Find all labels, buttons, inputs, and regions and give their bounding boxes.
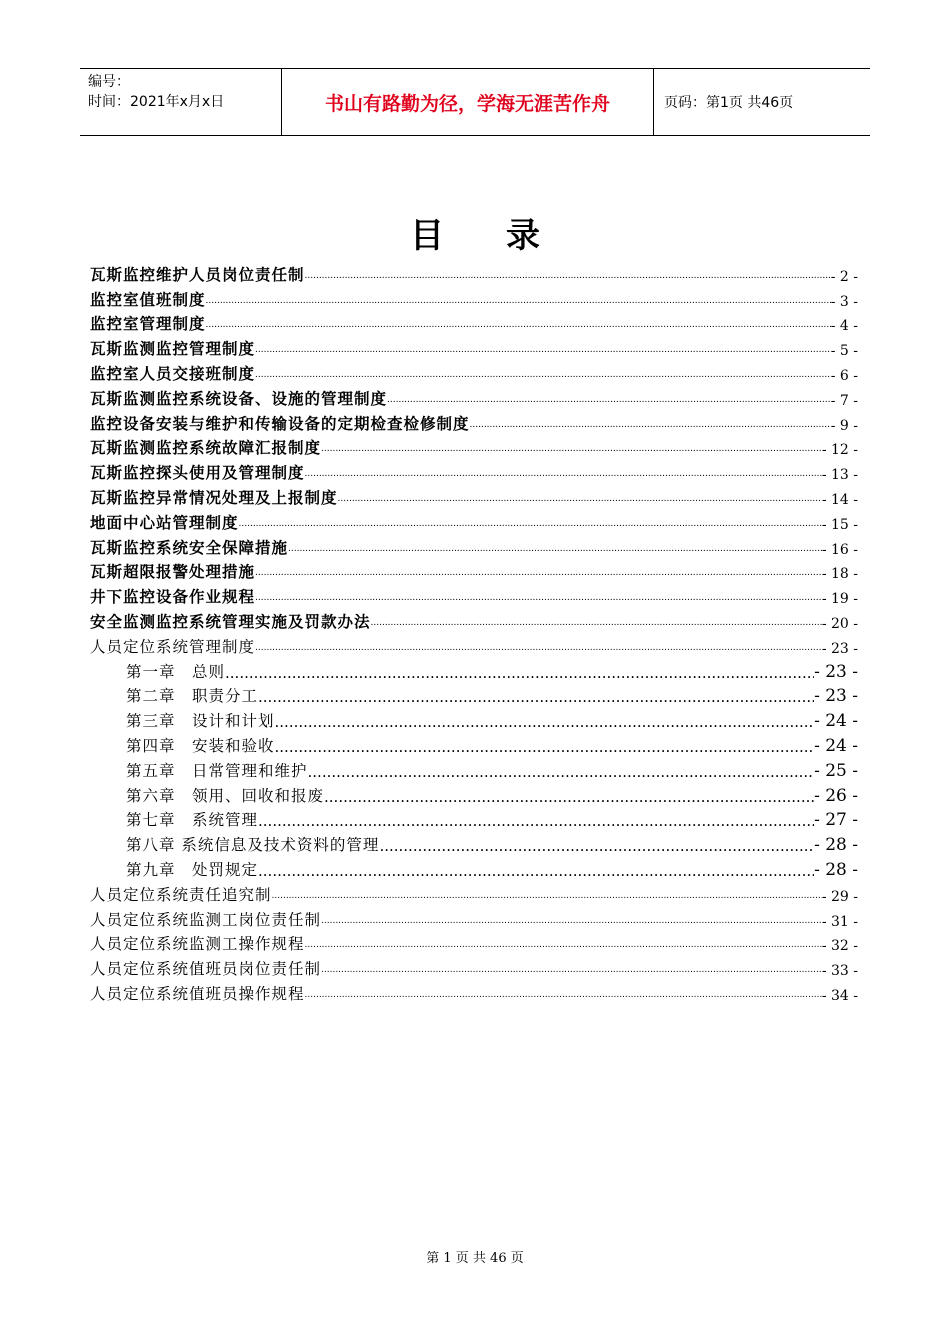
toc-leader — [255, 567, 822, 579]
toc-entry[interactable] — [90, 930, 858, 955]
toc-entry-text: 地面中心站管理制度 — [90, 512, 239, 532]
toc-entry-text: 瓦斯监测监控系统故障汇报制度 — [90, 438, 322, 458]
toc-entry-text: 第六章 领用、回收和报废 — [126, 786, 325, 805]
toc-entry-text: 监控室值班制度 — [90, 289, 206, 309]
toc-entry[interactable] — [90, 409, 858, 434]
toc-leader — [258, 689, 814, 705]
header-page-info: 页码：第1页 共46页 — [664, 95, 794, 111]
toc-entry-text: 瓦斯监控探头使用及管理制度 — [90, 463, 305, 483]
toc-leader — [288, 543, 822, 555]
toc-entry-text: 监控设备安装与维护和传输设备的定期检查检修制度 — [90, 413, 470, 433]
toc-leader — [255, 642, 822, 654]
toc-leader — [206, 319, 831, 331]
toc-leader — [305, 989, 822, 1001]
toc-entry-page: - 18 - — [821, 566, 858, 583]
toc-leader — [258, 863, 814, 879]
toc-leader — [305, 270, 831, 282]
toc-leader — [206, 295, 831, 307]
toc-entry[interactable] — [90, 310, 858, 335]
toc-entry[interactable] — [90, 359, 858, 384]
toc-leader — [255, 592, 822, 604]
toc-leader — [321, 964, 822, 976]
toc-entry[interactable] — [90, 607, 858, 632]
toc-entry-text: 人员定位系统值班员操作规程 — [90, 984, 305, 1003]
toc-leader — [255, 344, 831, 356]
header-meta — [80, 69, 282, 135]
page-footer: 第 1 页 共 46 页 — [426, 1251, 524, 1266]
toc-entry-page: - 26 - — [814, 785, 858, 806]
toc-entry[interactable] — [90, 979, 858, 1004]
toc-entry-text: 安全监测监控系统管理实施及罚款办法 — [90, 611, 371, 631]
toc-entry-page: - 32 - — [821, 938, 858, 955]
page-header — [80, 68, 870, 136]
toc-chapter-entry[interactable] — [90, 682, 858, 707]
toc-entry-page: - 13 - — [821, 467, 858, 484]
toc-entry-page: - 25 - — [814, 760, 858, 781]
toc-entry[interactable] — [90, 508, 858, 533]
toc-entry-text: 瓦斯监控异常情况处理及上报制度 — [90, 487, 338, 507]
toc-leader — [305, 468, 822, 480]
toc-entry-page: - 5 - — [830, 343, 858, 360]
number-label: 编号： — [88, 74, 130, 90]
toc-entry-text: 人员定位系统监测工岗位责任制 — [90, 910, 322, 929]
toc-entry-text: 第九章 处罚规定 — [126, 860, 259, 879]
toc-entry[interactable] — [90, 880, 858, 905]
toc-title: 目录 — [410, 216, 602, 256]
toc-chapter-entry[interactable] — [90, 806, 858, 831]
toc-entry-page: - 12 - — [821, 442, 858, 459]
toc-entry-text: 人员定位系统管理制度 — [90, 637, 256, 656]
toc-entry[interactable] — [90, 285, 858, 310]
toc-entry-page: - 23 - — [814, 661, 858, 682]
toc-leader — [225, 665, 814, 681]
toc-entry-page: - 2 - — [830, 268, 858, 285]
toc-entry-page: - 28 - — [814, 835, 858, 856]
toc-entry-text: 监控室人员交接班制度 — [90, 363, 256, 383]
toc-leader — [239, 518, 822, 530]
toc-entry[interactable] — [90, 905, 858, 930]
toc-chapter-entry[interactable] — [90, 706, 858, 731]
toc-entry[interactable] — [90, 558, 858, 583]
toc-entry[interactable] — [90, 334, 858, 359]
toc-entry-text: 第八章 系统信息及技术资料的管理 — [126, 836, 380, 855]
toc-entry-page: - 6 - — [830, 367, 858, 384]
toc-entry[interactable] — [90, 632, 858, 657]
toc-leader — [338, 493, 822, 505]
toc-chapter-entry[interactable] — [90, 756, 858, 781]
toc-entry-text: 第四章 安装和验收 — [126, 736, 275, 755]
toc-entry-page: - 28 - — [814, 859, 858, 880]
toc-leader — [371, 617, 822, 629]
toc-entry-text: 第五章 日常管理和维护 — [126, 761, 308, 780]
toc-entry-text: 人员定位系统值班员岗位责任制 — [90, 960, 322, 979]
toc-entry-page: - 19 - — [821, 591, 858, 608]
toc-entry-page: - 31 - — [821, 913, 858, 930]
toc-entry-page: - 24 - — [814, 735, 858, 756]
toc-entry-text: 第二章 职责分工 — [126, 687, 259, 706]
toc-entry-text: 瓦斯监测监控系统设备、设施的管理制度 — [90, 388, 388, 408]
toc-entry-text: 人员定位系统监测工操作规程 — [90, 935, 305, 954]
toc-leader — [308, 764, 815, 780]
toc-chapter-entry[interactable] — [90, 855, 858, 880]
toc-leader — [470, 419, 831, 431]
toc-leader — [387, 394, 831, 406]
toc-leader — [272, 890, 822, 902]
toc-entry-page: - 27 - — [814, 810, 858, 831]
toc-entry[interactable] — [90, 954, 858, 979]
toc-entry-text: 瓦斯监控系统安全保障措施 — [90, 537, 289, 557]
toc-entry-page: - 15 - — [821, 516, 858, 533]
toc-entry-page: - 23 - — [821, 640, 858, 657]
toc-entry-page: - 16 - — [821, 541, 858, 558]
toc-leader — [275, 739, 815, 755]
toc-entry-text: 监控室管理制度 — [90, 314, 206, 334]
toc-leader — [321, 443, 822, 455]
toc-leader — [255, 369, 831, 381]
toc-leader — [321, 915, 822, 927]
toc-chapter-entry[interactable] — [90, 781, 858, 806]
toc-entry-text: 瓦斯监测监控管理制度 — [90, 339, 256, 359]
toc-leader — [275, 714, 815, 730]
toc-entry-page: - 29 - — [821, 888, 858, 905]
toc-entry-page: - 7 - — [830, 392, 858, 409]
toc-leader — [258, 813, 814, 829]
toc-entry-text: 瓦斯超限报警处理措施 — [90, 562, 256, 582]
toc-entry-text: 井下监控设备作业规程 — [90, 587, 256, 607]
header-motto: 书山有路勤为径，学海无涯苦作舟 — [282, 69, 654, 135]
toc-entry-text: 人员定位系统责任追究制 — [90, 885, 272, 904]
toc-entry-page: - 23 - — [814, 686, 858, 707]
toc-chapter-entry[interactable] — [90, 830, 858, 855]
toc-entry-text: 第三章 设计和计划 — [126, 712, 275, 731]
toc-leader — [379, 838, 814, 854]
toc-entry[interactable] — [90, 260, 858, 285]
toc-entry-page: - 24 - — [814, 711, 858, 732]
toc-entry[interactable] — [90, 434, 858, 459]
toc-leader — [324, 789, 814, 805]
toc-entry[interactable] — [90, 458, 858, 483]
toc-entry-text: 第七章 系统管理 — [126, 811, 259, 830]
toc-chapter-entry[interactable] — [90, 731, 858, 756]
toc-entry-page: - 3 - — [830, 293, 858, 310]
time-label: 时间：2021年x月x日 — [88, 94, 225, 110]
toc-entry-page: - 14 - — [821, 491, 858, 508]
toc-entry-text: 第一章 总则 — [126, 662, 226, 681]
toc-leader — [305, 939, 822, 951]
toc-entry-page: - 9 - — [830, 417, 858, 434]
toc-entry-page: - 4 - — [830, 318, 858, 335]
table-of-contents — [90, 260, 858, 1004]
toc-entry-page: - 20 - — [821, 615, 858, 632]
toc-entry[interactable] — [90, 582, 858, 607]
toc-entry[interactable] — [90, 533, 858, 558]
toc-entry-page: - 33 - — [821, 963, 858, 980]
toc-entry-page: - 34 - — [821, 987, 858, 1004]
toc-entry[interactable] — [90, 483, 858, 508]
toc-entry[interactable] — [90, 384, 858, 409]
toc-chapter-entry[interactable] — [90, 657, 858, 682]
toc-entry-text: 瓦斯监控维护人员岗位责任制 — [90, 264, 305, 284]
